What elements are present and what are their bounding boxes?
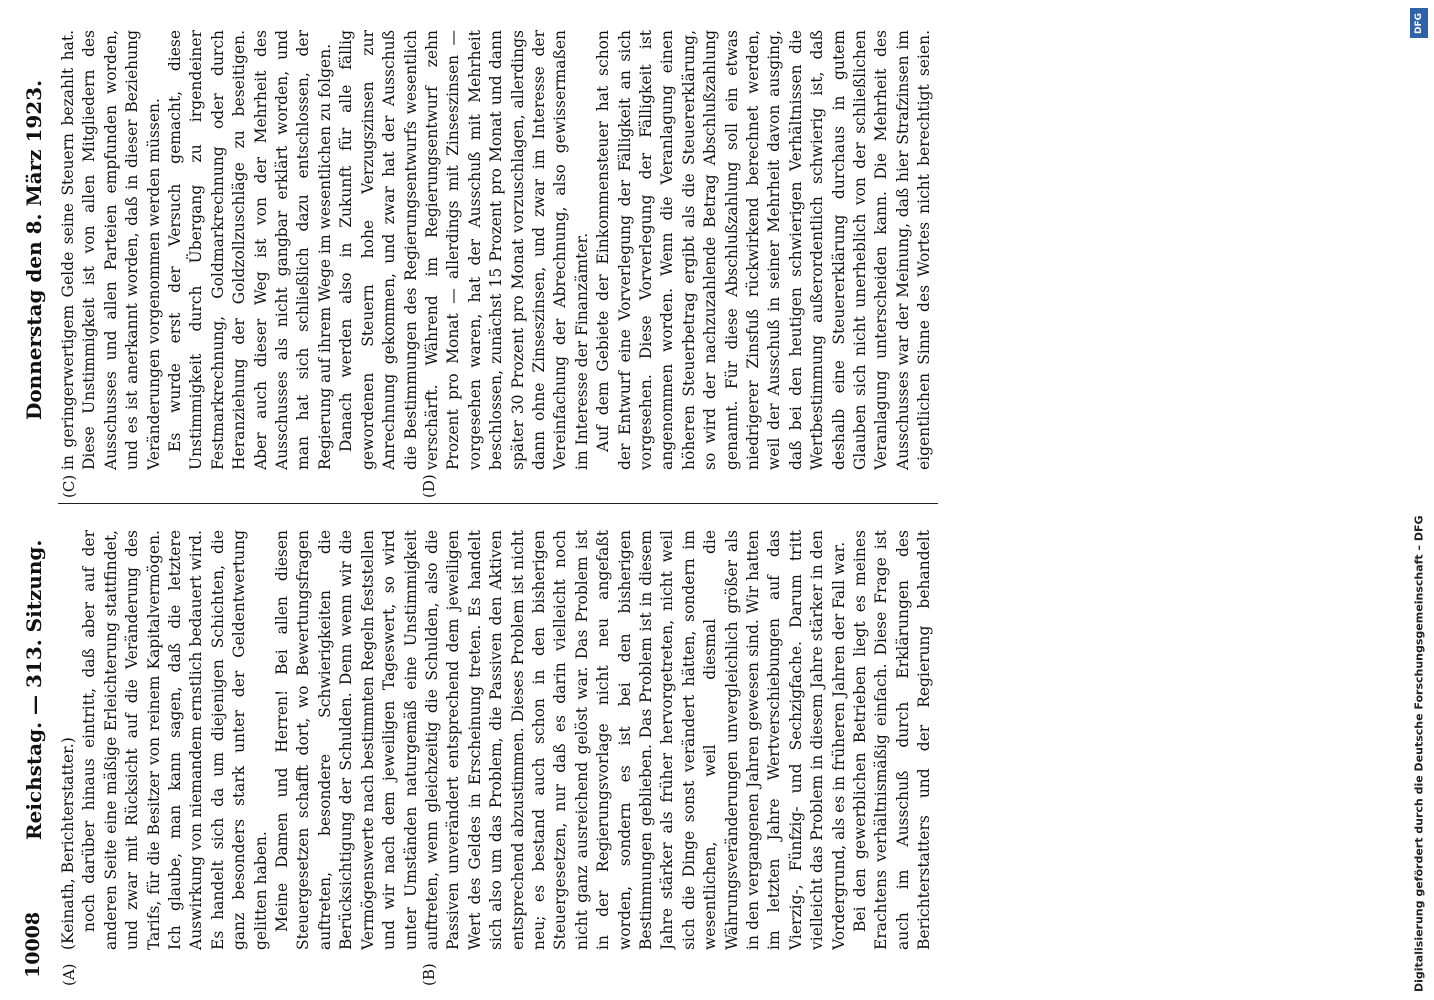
digitization-credit: Digitalisierung gefördert durch die Deutsche Forschungsgemeinschaft – DFG: [1412, 515, 1426, 992]
paragraph: Auf dem Gebiete der Einkommensteuer hat schon der Entwurf eine Vorverlegung der Fälligkeit an sich vorgesehen. Diese Vorverlegung der Fälligkeit ist angenommen worden. Wenn die Veranlagung einen höheren Steuerbetrag ergibt als die Steuererklärung, so wird der nachzuzahlende Betrag Abschlußzahlung genannt. Für diese Abschlußzahlung soll ein etwas niedrigerer Zinsfuß rückwirkend berechnet werden, weil der Ausschuß in seiner Mehrheit davon ausging, daß bei den heutigen schwierigen Verhältnissen die Wertbestimmung außerordentlich schwierig ist, daß deshalb eine Steuererklärung durchaus in gutem Glauben sich nicht unerheblich von der schließlichen Veranlagung unterscheiden kann. Die Mehrheit des Ausschusses war der Meinung, daß hier Strafzinsen im eigentlichen Sinne des Wortes nicht berechtigt seien.: [594, 30, 934, 470]
margin-marker-c: (C): [60, 474, 78, 498]
page-number: 10008: [22, 911, 44, 978]
column-divider: [58, 503, 938, 504]
digitization-sidebar: [1406, 8, 1432, 992]
speaker-line: (Keinath, Berichterstatter.): [59, 737, 77, 950]
left-column: [58, 530, 938, 950]
paragraph: noch darüber hinaus eintritt, daß aber auf der anderen Seite eine mäßige Erleichterung stattfindet, und zwar mit Rücksicht auf die Veränderung des Tarifs, für die Besitzer von reinem Kapitalvermögen. Ich glaube, man kann sagen, daß die letztere Auswirkung von niemandem ernstlich bedauert wird. Es handelt sich da um diejenigen Schichten, die ganz besonders stark unter der Geldentwertung gelitten haben.: [80, 530, 270, 950]
dfg-logo: DFG: [1410, 8, 1428, 38]
paragraph: Danach werden also in Zukunft für alle fällig gewordenen Steuern hohe Verzugszinsen zur Anrechnung gekommen, und zwar hat der Ausschuß die Bestimmungen des Regierungsentwurfs wesentlich verschärft. Während im Regierungsentwurf zehn Prozent pro Monat — allerdings mit Zinseszinsen — vorgesehen waren, hat der Ausschuß mit Mehrheit beschlossen, zunächst 15 Prozent pro Monat und dann später 30 Prozent pro Monat vorzuschlagen, allerdings dann ohne Zinseszinsen, und zwar im Interesse der Vereinfachung der Abrechnung, also gewissermaßen im Interesse der Finanzämter.: [337, 30, 591, 470]
paragraph: Meine Damen und Herren! Bei allen diesen Steuergesetzen schafft dort, wo Bewertungsfragen auftreten, besondere Schwierigkeiten die Berücksichtigung der Schulden. Denn wenn wir die Vermögenswerte nach bestimmten Regeln feststellen und wir nach dem jeweiligen Tageswert, so wird unter Umständen naturgemäß eine Unstimmigkeit auftreten, wenn gleichzeitig die Schulden, also die Passiven unverändert entsprechend dem jeweiligen Wert des Geldes in Erscheinung treten. Es handelt sich also um das Problem, die Passiven den Aktiven entsprechend abzustimmen. Dieses Problem ist nicht neu; es bestand auch schon in den bisherigen Steuergesetzen, nur daß es darin vielleicht noch nicht ganz ausreichend gelöst war. Das Problem ist in der Regierungsvorlage nicht neu angefaßt worden, sondern es ist bei den bisherigen Bestimmungen geblieben. Das Problem ist in diesem Jahre stärker als früher hervorgetreten, nicht weil sich die Dinge sonst verändert hätten, sondern im wesentlichen, weil diesmal die Währungsveränderungen unvergleichlich größer als in den vergangenen Jahren gewesen sind. Wir hatten im letzten Jahre Wertverschiebungen auf das Vierzig-, Fünfzig- und Sechzigfache. Darum tritt vielleicht das Problem in diesem Jahre stärker in den Vordergrund, als es in früheren Jahren der Fall war.: [273, 530, 848, 950]
paragraph: Bei den gewerblichen Betrieben liegt es meines Erachtens verhältnismäßig einfach. Diese Frage ist auch im Ausschuß durch Erklärungen des Berichterstatters und der Regierung behandelt: [851, 530, 934, 950]
session-date: Donnerstag den 8. März 1923.: [22, 79, 46, 420]
paragraph: in geringerwertigem Gelde seine Steuern bezahlt hat. Diese Unstimmigkeit ist von allen Mitgliedern des Ausschusses und allen Parteien empfunden worden, und es ist anerkannt worden, daß in dieser Beziehung Veränderungen vorgenommen werden müssen.: [59, 30, 163, 470]
page-header: [18, 0, 58, 990]
margin-marker-b: (B): [420, 963, 438, 986]
margin-marker-a: (A): [60, 963, 78, 986]
right-column: [58, 30, 938, 470]
margin-marker-d: (D): [420, 474, 438, 498]
paragraph: Es wurde erst der Versuch gemacht, diese Unstimmigkeit durch Übergang zu irgendeiner Festmarkrechnung, Goldmarkrechnung oder durch Heranziehung der Goldzollzuschläge zu beseitigen. Aber auch dieser Weg ist von der Mehrheit des Ausschusses als nicht gangbar erklärt worden, und man hat sich schließlich dazu entschlossen, der Regierung auf ihrem Wege im wesentlichen zu folgen.: [166, 30, 334, 470]
session-title: Reichstag. — 313. Sitzung.: [22, 539, 46, 840]
